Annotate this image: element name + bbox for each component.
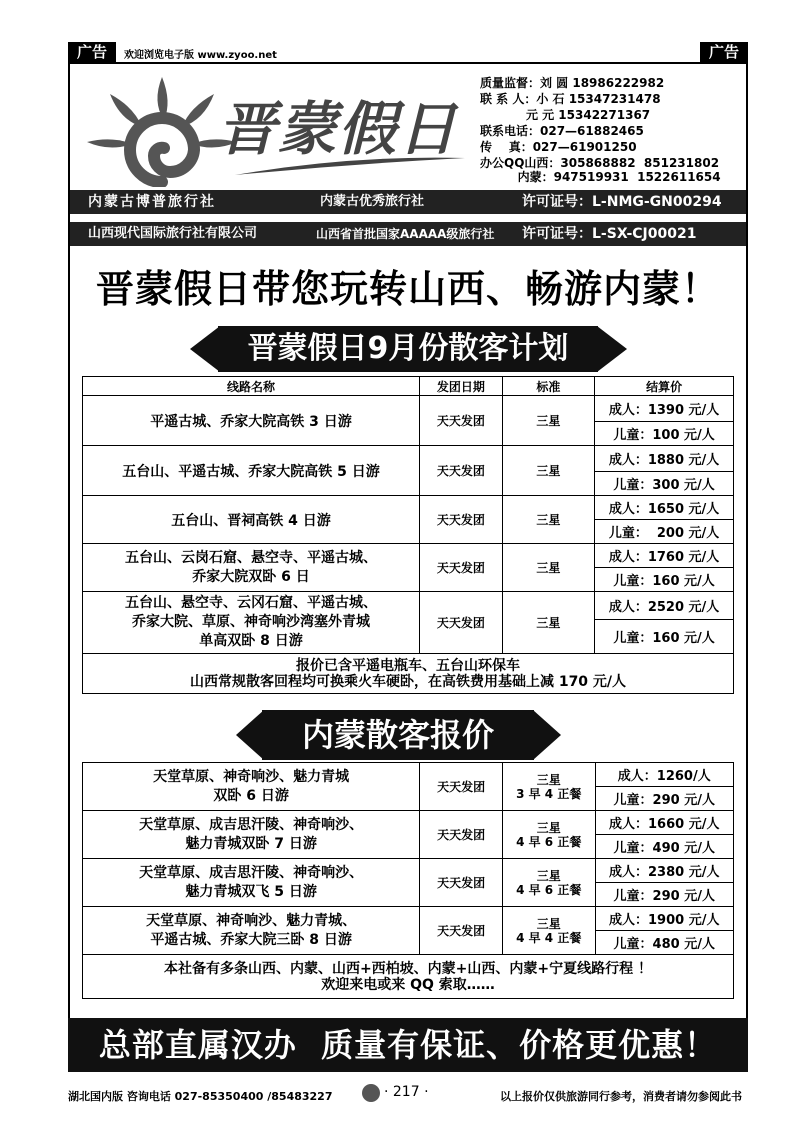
route-name: 天堂草原、成吉思汗陵、神奇响沙、 魅力青城双飞 5 日游 <box>83 859 420 907</box>
table-row <box>83 859 734 883</box>
page-badge-icon <box>362 1084 380 1102</box>
route-std: 三星 <box>502 544 595 592</box>
route-name: 五台山、晋祠高铁 4 日游 <box>83 496 420 544</box>
table-header-row <box>83 377 734 396</box>
neimeng-note: 本社备有多条山西、内蒙、山西+西柏坡、内蒙+山西、内蒙+宁夏线路行程 ！ 欢迎来电或来 QQ 索取…… <box>83 955 734 999</box>
agency-bar-2 <box>70 222 746 246</box>
ribbon-right-tip <box>597 326 627 372</box>
agency-license-2: 许可证号：L-SX-CJ00021 <box>522 226 697 242</box>
route-std: 三星 <box>502 592 595 654</box>
route-name: 天堂草原、神奇响沙、魅力青城 双卧 6 日游 <box>83 763 420 811</box>
agency-bar-1 <box>70 190 746 214</box>
table-row <box>83 496 734 520</box>
route-adult-price: 成人：1260/人 <box>595 763 734 787</box>
route-date: 天天发团 <box>420 446 503 496</box>
route-child-price: 儿童：300 元/人 <box>595 472 734 496</box>
header-price: 结算价 <box>595 377 734 396</box>
route-date: 天天发团 <box>420 907 503 955</box>
route-date: 天天发团 <box>420 811 503 859</box>
agency-name-2: 山西现代国际旅行社有限公司 <box>88 226 258 241</box>
table-note-row <box>83 654 734 694</box>
route-child-price: 儿童：100 元/人 <box>595 422 734 446</box>
footer-left: 湖北国内版 咨询电话 027-85350400 /85483227 <box>68 1090 333 1103</box>
route-name: 平遥古城、乔家大院高铁 3 日游 <box>83 396 420 446</box>
ribbon2-right-tip <box>533 710 561 760</box>
route-child-price: 儿童：160 元/人 <box>595 620 734 654</box>
page-number: · 217 · <box>384 1084 429 1100</box>
route-child-price: 儿童：480 元/人 <box>595 931 734 955</box>
route-std: 三星 <box>502 396 595 446</box>
contact-fax: 传 真：027—61901250 <box>480 140 637 154</box>
agency-license-1: 许可证号：L-NMG-GN00294 <box>522 194 722 210</box>
route-child-price: 儿童：160 元/人 <box>595 568 734 592</box>
route-name: 天堂草原、神奇响沙、魅力青城、 平遥古城、乔家大院三卧 8 日游 <box>83 907 420 955</box>
route-adult-price: 成人：1760 元/人 <box>595 544 734 568</box>
section1-title: 晋蒙假日9月份散客计划 <box>218 326 598 372</box>
route-child-price: 儿童：490 元/人 <box>595 835 734 859</box>
logo-swoosh <box>230 150 470 180</box>
table-row <box>83 446 734 472</box>
route-adult-price: 成人：2380 元/人 <box>595 859 734 883</box>
route-date: 天天发团 <box>420 763 503 811</box>
logo-text: 晋蒙假日 <box>218 95 459 163</box>
table-row <box>83 811 734 835</box>
table-note-row <box>83 955 734 999</box>
footer-right: 以上报价仅供旅游同行参考，消费者请勿参阅此书 <box>500 1090 742 1103</box>
contact-qq-neimeng: 内蒙：947519931 1522611654 <box>480 170 721 184</box>
shanxi-price-table <box>82 376 734 694</box>
neimeng-price-table <box>82 762 734 999</box>
contact-qq-shanxi: 办公QQ山西：305868882 851231802 <box>480 156 720 170</box>
contact-person-1: 联 系 人：小 石 15347231478 <box>480 92 661 106</box>
route-child-price: 儿童：290 元/人 <box>595 883 734 907</box>
table-row <box>83 544 734 568</box>
slogan-banner: 总部直属汉办 质量有保证、价格更优惠！ <box>68 1018 748 1072</box>
section2-title: 内蒙散客报价 <box>262 710 534 760</box>
route-child-price: 儿童：290 元/人 <box>595 787 734 811</box>
route-child-price: 儿童： 200 元/人 <box>595 520 734 544</box>
route-date: 天天发团 <box>420 859 503 907</box>
route-adult-price: 成人：1650 元/人 <box>595 496 734 520</box>
route-std: 三星 <box>502 496 595 544</box>
route-date: 天天发团 <box>420 496 503 544</box>
route-name: 五台山、悬空寺、云冈石窟、平遥古城、 乔家大院、草原、神奇响沙湾塞外青城 单高双卧 8 日游 <box>83 592 420 654</box>
route-name: 五台山、云岗石窟、悬空寺、平遥古城、 乔家大院双卧 6 日 <box>83 544 420 592</box>
route-adult-price: 成人：1900 元/人 <box>595 907 734 931</box>
route-date: 天天发团 <box>420 396 503 446</box>
route-std: 三星 4 早 6 正餐 <box>502 811 595 859</box>
route-date: 天天发团 <box>420 592 503 654</box>
agency-desc-1: 内蒙古优秀旅行社 <box>320 194 425 209</box>
header-std: 标准 <box>502 377 595 396</box>
ribbon2-left-tip <box>236 710 264 760</box>
contact-quality: 质量监督：刘 圆 18986222982 <box>480 76 665 90</box>
route-std: 三星 3 早 4 正餐 <box>502 763 595 811</box>
route-adult-price: 成人：1660 元/人 <box>595 811 734 835</box>
shanxi-note: 报价已含平遥电瓶车、五台山环保车 山西常规散客回程均可换乘火车硬卧，在高铁费用基础上减 170 元/人 <box>83 654 734 694</box>
ribbon-left-tip <box>190 326 220 372</box>
headline: 晋蒙假日带您玩转山西、畅游内蒙！ <box>95 267 720 311</box>
route-adult-price: 成人：1880 元/人 <box>595 446 734 472</box>
header-route: 线路名称 <box>83 377 420 396</box>
route-name: 五台山、平遥古城、乔家大院高铁 5 日游 <box>83 446 420 496</box>
route-adult-price: 成人：2520 元/人 <box>595 592 734 620</box>
route-std: 三星 <box>502 446 595 496</box>
contact-person-2: 元 元 15342271367 <box>480 108 651 122</box>
route-std: 三星 4 早 6 正餐 <box>502 859 595 907</box>
contact-phone: 联系电话：027—61882465 <box>480 124 644 138</box>
ad-tag-left: 广告 <box>68 42 116 62</box>
agency-name-1: 内蒙古博普旅行社 <box>88 194 216 210</box>
ad-tag-right: 广告 <box>700 42 748 62</box>
route-date: 天天发团 <box>420 544 503 592</box>
table-row <box>83 763 734 787</box>
route-name: 天堂草原、成吉思汗陵、神奇响沙、 魅力青城双卧 7 日游 <box>83 811 420 859</box>
welcome-text: 欢迎浏览电子版 www.zyoo.net <box>124 50 277 61</box>
header-date: 发团日期 <box>420 377 503 396</box>
table-row <box>83 396 734 422</box>
table-row <box>83 592 734 620</box>
route-std: 三星 4 早 4 正餐 <box>502 907 595 955</box>
agency-desc-2: 山西省首批国家AAAAA级旅行社 <box>316 227 495 241</box>
route-adult-price: 成人：1390 元/人 <box>595 396 734 422</box>
table-row <box>83 907 734 931</box>
